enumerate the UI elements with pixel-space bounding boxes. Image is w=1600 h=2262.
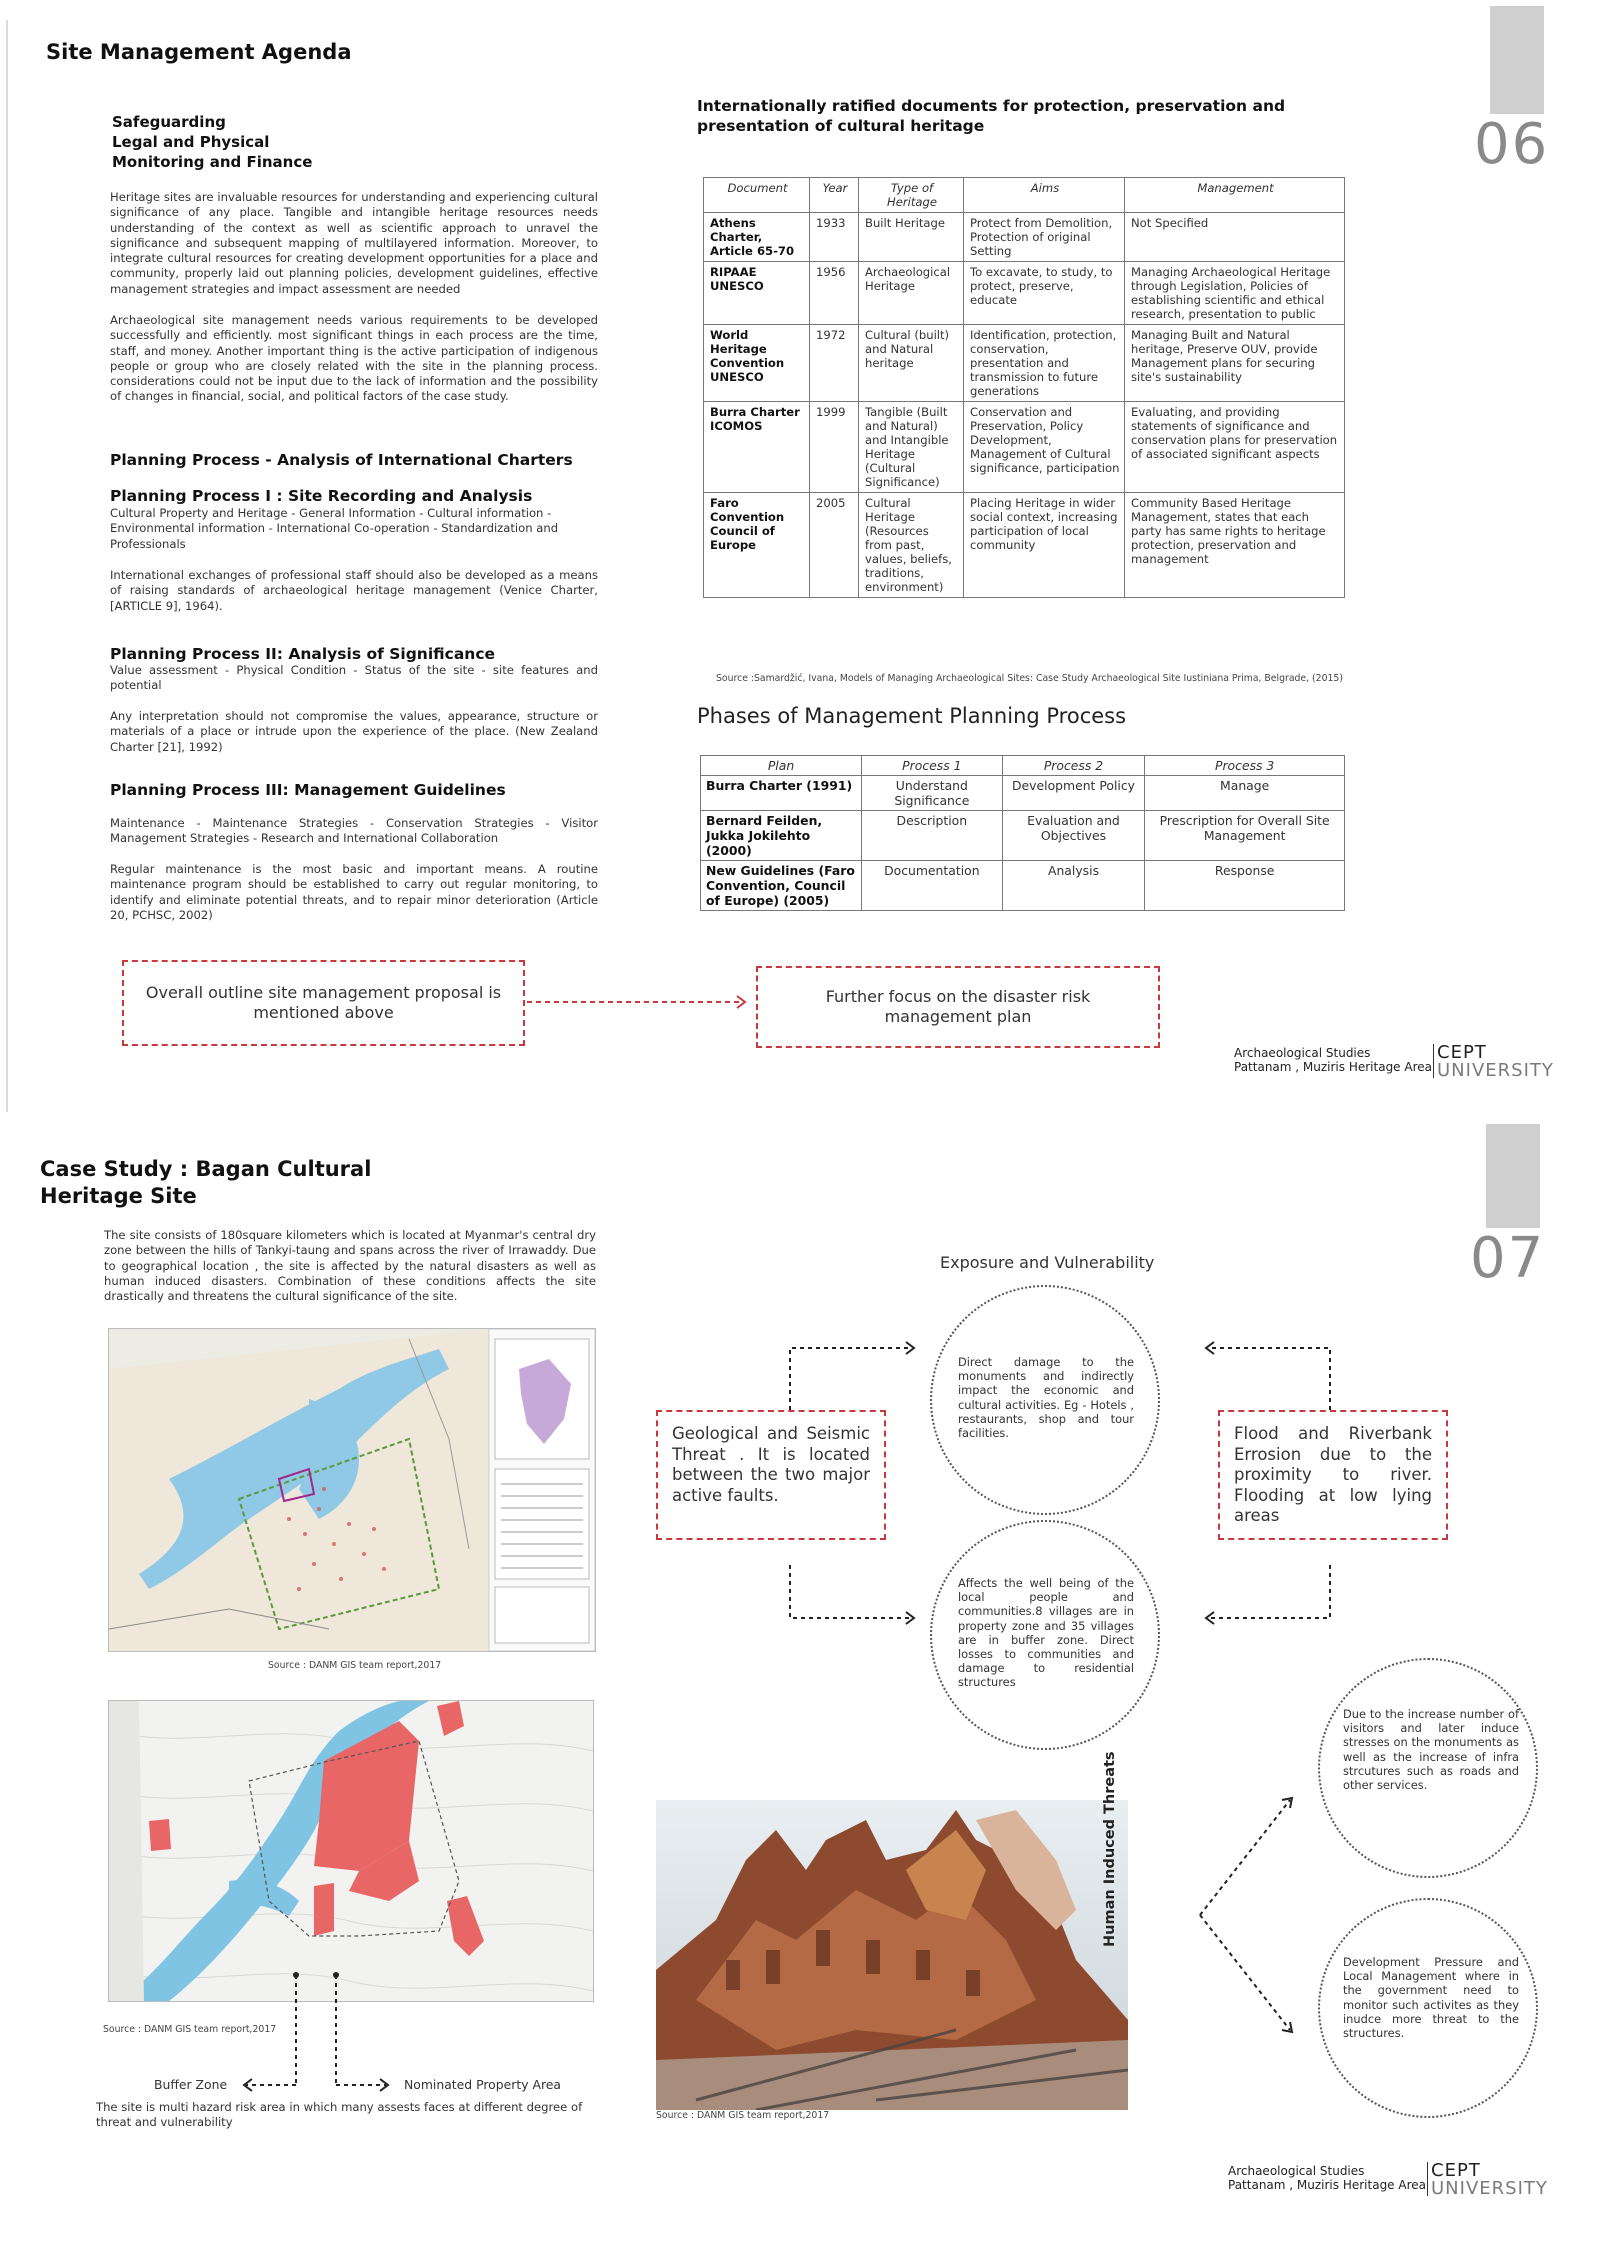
phases-table-header — [701, 756, 1345, 776]
second-paragraph: Archaeological site management needs various requirements to be developed successfully and efficiently. most significant things in each process are the time, staff, and money. Another important thing is the active participation of indigenous people or group who are closely related with the site in the planning process. considerations could not be input due to the lack of information and the possibility of changes in financial, social, and political factors of the case study. — [110, 313, 598, 404]
process2-heading: Planning Process II: Analysis of Significance — [110, 645, 496, 663]
page07-title-line-2: Heritage Site — [40, 1184, 197, 1208]
table-row — [704, 402, 1345, 493]
table-row — [701, 811, 1345, 861]
table-row — [701, 861, 1345, 911]
table-cell: Burra Charter (1991) — [701, 776, 862, 811]
table-cell: To excavate, to study, to protect, preserve, educate — [964, 262, 1125, 325]
overview-map-graphic — [109, 1329, 595, 1651]
phases-table — [700, 755, 1345, 911]
table-cell: Conservation and Preservation, Policy Development, Management of Cultural significance, participation — [964, 402, 1125, 493]
logo-line-1: Archaeological Studies — [1234, 1046, 1371, 1060]
col-plan: Plan — [701, 756, 862, 776]
page07-title-line-1: Case Study : Bagan Cultural — [40, 1157, 372, 1181]
multi-hazard-text: The site is multi hazard risk area in which many assests faces at different degree of threat and vulnerability — [96, 2100, 583, 2130]
table-cell: Faro Convention Council of Europe — [704, 493, 810, 598]
table-cell: Protect from Demolition, Protection of original Setting — [964, 213, 1125, 262]
logo-line-2: Pattanam , Muziris Heritage Area — [1234, 1060, 1432, 1074]
table-cell: Response — [1145, 861, 1345, 911]
table-cell: 1999 — [810, 402, 859, 493]
page06-logo — [1234, 1042, 1554, 1086]
table-cell: Prescription for Overall Site Management — [1145, 811, 1345, 861]
table-row — [704, 213, 1345, 262]
table-cell: 1972 — [810, 325, 859, 402]
table-cell: Athens Charter, Article 65-70 — [704, 213, 810, 262]
bagan-intro: The site consists of 180square kilometers which is located at Myanmar's central dry zone between the hills of Tankyi-taung and spans across the river of Irrawaddy. Due to geographical location , the site is affected by the natural disasters as well as human induced disasters. Combination of these conditions affects the site drastically and threatens the cultural significance of the site. — [104, 1228, 596, 1304]
logo-divider — [1427, 2162, 1428, 2196]
visitors-text: Due to the increase number of visitors and later induce stresses on the monuments as well as the increase of infra strcutures such as roads and other services. — [1343, 1707, 1519, 1793]
geological-threat-box: Geological and Seismic Threat . It is located between the two major active faults. — [656, 1410, 886, 1540]
map1-source: Source : DANM GIS team report,2017 — [268, 1660, 442, 1671]
process1-quote: International exchanges of professional staff should also be developed as a means of raising standards of archaeological heritage management (Venice Charter, [ARTICLE 9], 1964). — [110, 568, 598, 613]
wellbeing-text: Affects the well being of the local people and communities.8 villages are in property zone and 35 villages are in buffer zone. Direct losses to communities and damage to residential structures — [958, 1576, 1134, 1690]
table-cell: Description — [862, 811, 1003, 861]
table-cell: Bernard Feilden, Jukka Jokilehto (2000) — [701, 811, 862, 861]
logo-divider — [1433, 1044, 1434, 1078]
process1-text: Cultural Property and Heritage - General Information - Cultural information - Environmental information - International Co-operation - Standardization and Professionals — [110, 506, 559, 551]
map-legend-arrows — [238, 1965, 418, 2093]
development-pressure-text: Development Pressure and Local Management where in the government need to monitor such activites as they inudce more threat to the structures. — [1343, 1955, 1519, 2041]
table-cell: Documentation — [862, 861, 1003, 911]
table-cell: 1933 — [810, 213, 859, 262]
table-cell: Identification, protection, conservation, presentation and transmission to future generations — [964, 325, 1125, 402]
table-cell: Community Based Heritage Management, states that each party has same rights to heritage protection, preservation and management — [1125, 493, 1345, 598]
human-threats-label: Human Induced Threats — [1102, 1751, 1118, 1947]
table-cell: World Heritage Convention UNESCO — [704, 325, 810, 402]
table-cell: Not Specified — [1125, 213, 1345, 262]
table-cell: RIPAAE UNESCO — [704, 262, 810, 325]
table-row — [704, 493, 1345, 598]
outline-to-focus-arrow — [525, 990, 755, 1014]
documents-table-header — [704, 178, 1345, 213]
intro-paragraph: Heritage sites are invaluable resources for understanding and experiencing cultural significance of any place. Tangible and intangible heritage resources needs understanding of the context as well as scientific approach to unravel the significance and subsequent mapping of multilayered information. Moreover, to integrate cultural resources for creating development opportunities for a place and community, properly laid out planning policies, development guidelines, effective management strategies and impact assessment are needed — [110, 190, 598, 296]
exposure-title: Exposure and Vulnerability — [940, 1253, 1155, 1272]
table-row — [704, 325, 1345, 402]
table-cell: Evaluating, and providing statements of significance and conservation plans for preservation of associated significant aspects — [1125, 402, 1345, 493]
page06-number: 06 — [1474, 112, 1550, 177]
page07-logo — [1228, 2158, 1548, 2202]
planning-process-heading: Planning Process - Analysis of International Charters — [110, 451, 573, 469]
safeguarding-line-2: Legal and Physical — [112, 133, 270, 151]
photo-graphic — [656, 1800, 1128, 2110]
documents-title: Internationally ratified documents for protection, preservation and presentation of cultural heritage — [697, 97, 1286, 135]
table-cell: Built Heritage — [859, 213, 964, 262]
table-cell: Burra Charter ICOMOS — [704, 402, 810, 493]
page07-grey-bar — [1486, 1124, 1540, 1228]
col-process1: Process 1 — [862, 756, 1003, 776]
process2-quote: Any interpretation should not compromise the values, appearance, structure or materials of a place or intrude upon the experience of the place. (New Zealand Charter [21], 1992) — [110, 709, 598, 754]
col-type: Type of Heritage — [859, 178, 964, 213]
logo-university: UNIVERSITY — [1437, 1060, 1554, 1081]
table-cell: Cultural (built) and Natural heritage — [859, 325, 964, 402]
process2-text: Value assessment - Physical Condition - Status of the site - site features and potential — [110, 663, 598, 693]
table-cell: Manage — [1145, 776, 1345, 811]
direct-damage-text: Direct damage to the monuments and indirectly impact the economic and cultural activities. Eg - Hotels , restaurants, shop and tour facilities. — [958, 1355, 1134, 1441]
documents-table — [703, 177, 1345, 598]
safeguarding-heading — [112, 112, 312, 172]
logo-cept: CEPT — [1437, 1042, 1487, 1063]
col-document: Document — [704, 178, 810, 213]
zoning-map-graphic — [109, 1701, 593, 2001]
buffer-zone-label: Buffer Zone — [154, 2077, 228, 2092]
table-cell: Development Policy — [1002, 776, 1145, 811]
table-cell: Managing Archaeological Heritage through Legislation, Policies of establishing scientific and ethical research, presentation to public — [1125, 262, 1345, 325]
logo-line-2: Pattanam , Muziris Heritage Area — [1228, 2178, 1426, 2192]
page06-title: Site Management Agenda — [46, 40, 352, 64]
earthquake-damage-photo — [656, 1800, 1128, 2110]
flood-threat-box: Flood and Riverbank Errosion due to the proximity to river. Flooding at low lying areas — [1218, 1410, 1448, 1540]
page07-title — [40, 1156, 371, 1210]
logo-university: UNIVERSITY — [1431, 2178, 1548, 2199]
human-threat-arrows — [1190, 1790, 1310, 2040]
table-cell: Analysis — [1002, 861, 1145, 911]
safeguarding-line-3: Monitoring and Finance — [112, 153, 313, 171]
page07-number: 07 — [1470, 1226, 1546, 1291]
phases-title: Phases of Management Planning Process — [697, 704, 1127, 728]
col-management: Management — [1125, 178, 1345, 213]
logo-line-1: Archaeological Studies — [1228, 2164, 1365, 2178]
table-row — [704, 262, 1345, 325]
page06-left-rule — [6, 20, 8, 1112]
table-cell: New Guidelines (Faro Convention, Council of Europe) (2005) — [701, 861, 862, 911]
table-cell: Placing Heritage in wider social context, increasing participation of local community — [964, 493, 1125, 598]
outline-proposal-box: Overall outline site management proposal is mentioned above — [122, 960, 525, 1046]
table-cell: 1956 — [810, 262, 859, 325]
nominated-area-label: Nominated Property Area — [404, 2077, 561, 2092]
table-cell: Evaluation and Objectives — [1002, 811, 1145, 861]
col-process2: Process 2 — [1002, 756, 1145, 776]
bagan-overview-map — [108, 1328, 596, 1652]
process3-quote: Regular maintenance is the most basic and important means. A routine maintenance program should be established to carry out regular monitoring, to identify and eliminate potential threats, and to repair minor deterioration (Article 20, PCHSC, 2002) — [110, 862, 598, 922]
table-cell: Managing Built and Natural heritage, Preserve OUV, provide Management plans for securing site's sustainability — [1125, 325, 1345, 402]
logo-cept: CEPT — [1431, 2160, 1481, 2181]
process1-heading: Planning Process I : Site Recording and Analysis — [110, 487, 533, 505]
process3-text: Maintenance - Maintenance Strategies - Conservation Strategies - Visitor Management Strategies - Research and International Collaboration — [110, 816, 598, 846]
table-cell: Cultural Heritage (Resources from past, values, beliefs, traditions, environment) — [859, 493, 964, 598]
documents-source: Source :Samardžić, Ivana, Models of Managing Archaeological Sites: Case Study Archaeological Site Iustiniana Prima, Belgrade, (2015) — [716, 673, 1343, 684]
table-cell: Understand Significance — [862, 776, 1003, 811]
safeguarding-line-1: Safeguarding — [112, 113, 226, 131]
photo-source: Source : DANM GIS team report,2017 — [656, 2110, 830, 2121]
table-cell: 2005 — [810, 493, 859, 598]
map2-source: Source : DANM GIS team report,2017 — [103, 2024, 277, 2035]
page06-grey-bar — [1490, 6, 1544, 114]
table-row — [701, 776, 1345, 811]
col-year: Year — [810, 178, 859, 213]
disaster-focus-box: Further focus on the disaster risk management plan — [756, 966, 1160, 1048]
bagan-zoning-map — [108, 1700, 594, 2002]
process3-heading: Planning Process III: Management Guidelines — [110, 781, 506, 799]
table-cell: Archaeological Heritage — [859, 262, 964, 325]
col-process3: Process 3 — [1145, 756, 1345, 776]
table-cell: Tangible (Built and Natural) and Intangible Heritage (Cultural Significance) — [859, 402, 964, 493]
col-aims: Aims — [964, 178, 1125, 213]
